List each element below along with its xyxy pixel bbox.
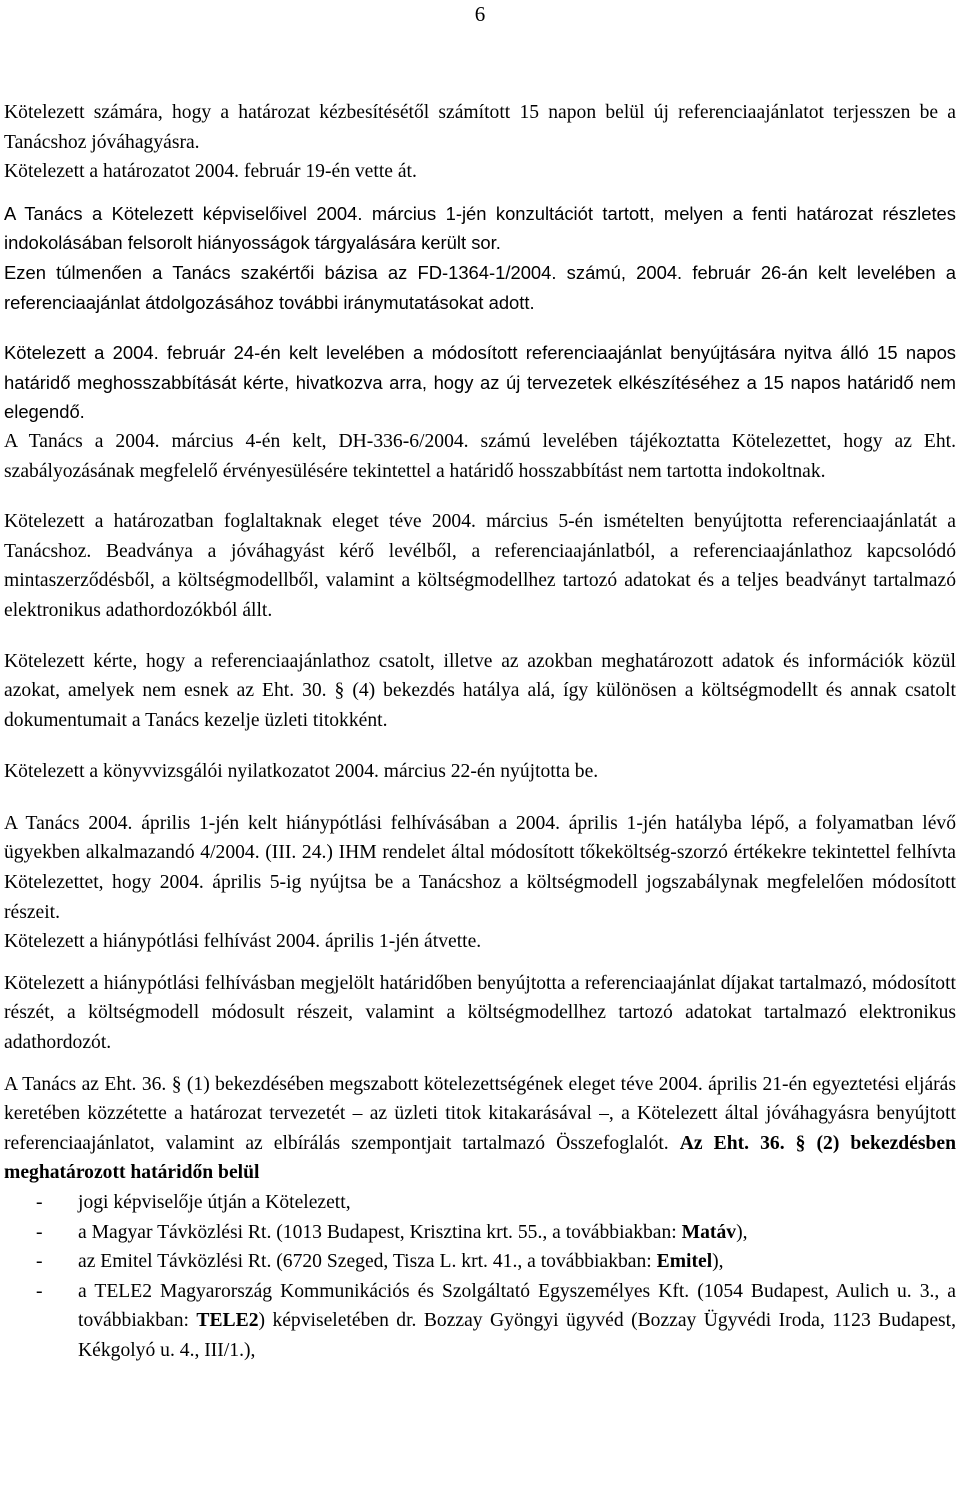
- list-item: [4, 1277, 956, 1366]
- list-item-text: a Magyar Távközlési Rt. (1013 Budapest, Krisztina krt. 55., a továbbiakban:: [78, 1221, 682, 1243]
- paragraph-consultation-procedure: [4, 1070, 956, 1188]
- list-item-text: jogi képviselője útján a Kötelezett,: [78, 1192, 351, 1213]
- list-item-text: az Emitel Távközlési Rt. (6720 Szeged, Tisza L. krt. 41., a továbbiakban:: [78, 1251, 657, 1273]
- paragraph-deficiency-notice: A Tanács 2004. április 1-jén kelt hiánypótlási felhívásában a 2004. április 1-jén hatályba lépő, a folyamatban lévő ügyekben alkalmazandó 4/2004. (III. 24.) IHM rendelet által módosított tőkeköltség-szorzó értékekre tekintettel felhívta Kötelezettet, hogy 2004. április 5-ig nyújtsa be a Tanácshoz a költségmodell jogszabálynak megfelelően módosított részeit.: [4, 812, 956, 923]
- list-item: [4, 1218, 956, 1248]
- list-item-bold: TELE2: [196, 1310, 259, 1332]
- page-number: 6: [474, 2, 486, 26]
- list-item: [4, 1188, 956, 1218]
- paragraph-expert-guidance: Ezen túlmenően a Tanács szakértői bázisa az FD-1364-1/2004. számú, 2004. február 26-án kelt levelében a referenciaajánlat átdolgozásához további iránymutatásokat adott.: [4, 261, 956, 313]
- paragraph-deficiency-fulfilment: Kötelezett a hiánypótlási felhívásban megjelölt határidőben benyújtotta a referenciaajánlat díjakat tartalmazó, módosított részét, a költségmodell módosult részeit, valamint a költségmodellhez tartozó adatokat tartalmazó elektronikus adathordozót.: [4, 972, 956, 1054]
- paragraph-notice-receipt: Kötelezett a hiánypótlási felhívást 2004. április 1-jén átvette.: [4, 931, 482, 953]
- paragraph-receipt: Kötelezett a határozatot 2004. február 19-én vette át.: [4, 161, 417, 183]
- list-item-suffix: ),: [736, 1221, 748, 1243]
- consultation-text: A Tanács az Eht. 36. § (1) bekezdésében megszabott kötelezettségének eleget téve 2004. április 21-én egyeztetési eljárás keretében közzétette a határozat tervezetét – az üzleti titok kitakarásával –, a Kötelezett által jóváhagyásra benyújtott referenciaajánlatot, valamint az elbírálás szempontjait tartalmazó Összefoglalót.: [4, 1073, 956, 1154]
- list-item-suffix: ),: [712, 1251, 724, 1273]
- list-item-bold: Emitel: [656, 1251, 713, 1273]
- document-body: [4, 98, 956, 1366]
- paragraph-resubmission: Kötelezett a határozatban foglaltaknak eleget téve 2004. március 5-én ismételten benyújtotta referenciaajánlatát a Tanácshoz. Beadványa a jóváhagyást kérő levélből, a referenciaajánlatból, a referenciaajánlathoz kapcsolódó mintaszerződésből, a költségmodellből, valamint a költségmodellhez tartozó adatokat és a teljes beadványt tartalmazó elektronikus adathordozókból állt.: [4, 511, 956, 621]
- list-item-text: a TELE2 Magyarország Kommunikációs és Szolgáltató Egyszemélyes Kft. (1054 Budapest, Aulich u. 3., a továbbiakban:: [78, 1280, 956, 1332]
- list-item-suffix: ) képviseletében dr. Bozzay Gyöngyi ügyvéd (Bozzay Ügyvédi Iroda, 1123 Budapest, Kékgolyó u. 4., III/1.),: [78, 1310, 956, 1361]
- list-item: [4, 1247, 956, 1277]
- paragraph-extension-request: Kötelezett a 2004. február 24-én kelt levelében a módosított referenciaajánlat benyújtására nyitva álló 15 napos határidő meghosszabbítását kérte, hivatkozva arra, hogy az új tervezetek elkészítéséhez a 15 napos határidő nem elegendő.: [4, 342, 956, 423]
- list-dash: -: [36, 1251, 43, 1273]
- list-dash: -: [36, 1280, 43, 1302]
- list-dash: -: [36, 1192, 43, 1213]
- paragraph-extension-refusal: A Tanács a 2004. március 4-én kelt, DH-336-6/2004. számú levelében tájékoztatta Kötelezettet, hogy az Eht. szabályozásának megfelelő érvényesülésére tekintettel a határidő hosszabbítást nem tartotta indokoltnak.: [4, 430, 956, 482]
- paragraph-auditor-statement: Kötelezett a könyvvizsgálói nyilatkozatot 2004. március 22-én nyújtotta be.: [4, 761, 599, 783]
- consultation-bold-text: Az Eht. 36. § (2) bekezdésben meghatározott határidőn belül: [4, 1132, 956, 1184]
- paragraph-deadline: Kötelezett számára, hogy a határozat kézbesítésétől számított 15 napon belül új referenciaajánlatot terjesszen be a Tanácshoz jóváhagyásra.: [4, 102, 956, 153]
- participants-list: [4, 1188, 956, 1366]
- paragraph-confidentiality: Kötelezett kérte, hogy a referenciaajánlathoz csatolt, illetve az azokban meghatározott adatok és információk közül azokat, amelyek nem esnek az Eht. 30. § (4) bekezdés hatálya alá, így különösen a költségmodellt és annak csatolt dokumentumait a Tanács kezelje üzleti titokként.: [4, 650, 956, 731]
- list-dash: -: [36, 1221, 43, 1243]
- list-item-bold: Matáv: [681, 1221, 737, 1243]
- paragraph-consultation: A Tanács a Kötelezett képviselőivel 2004. március 1-jén konzultációt tartott, melyen a fenti határozat részletes indokolásában felsorolt hiányosságok tárgyalására került sor.: [4, 202, 956, 254]
